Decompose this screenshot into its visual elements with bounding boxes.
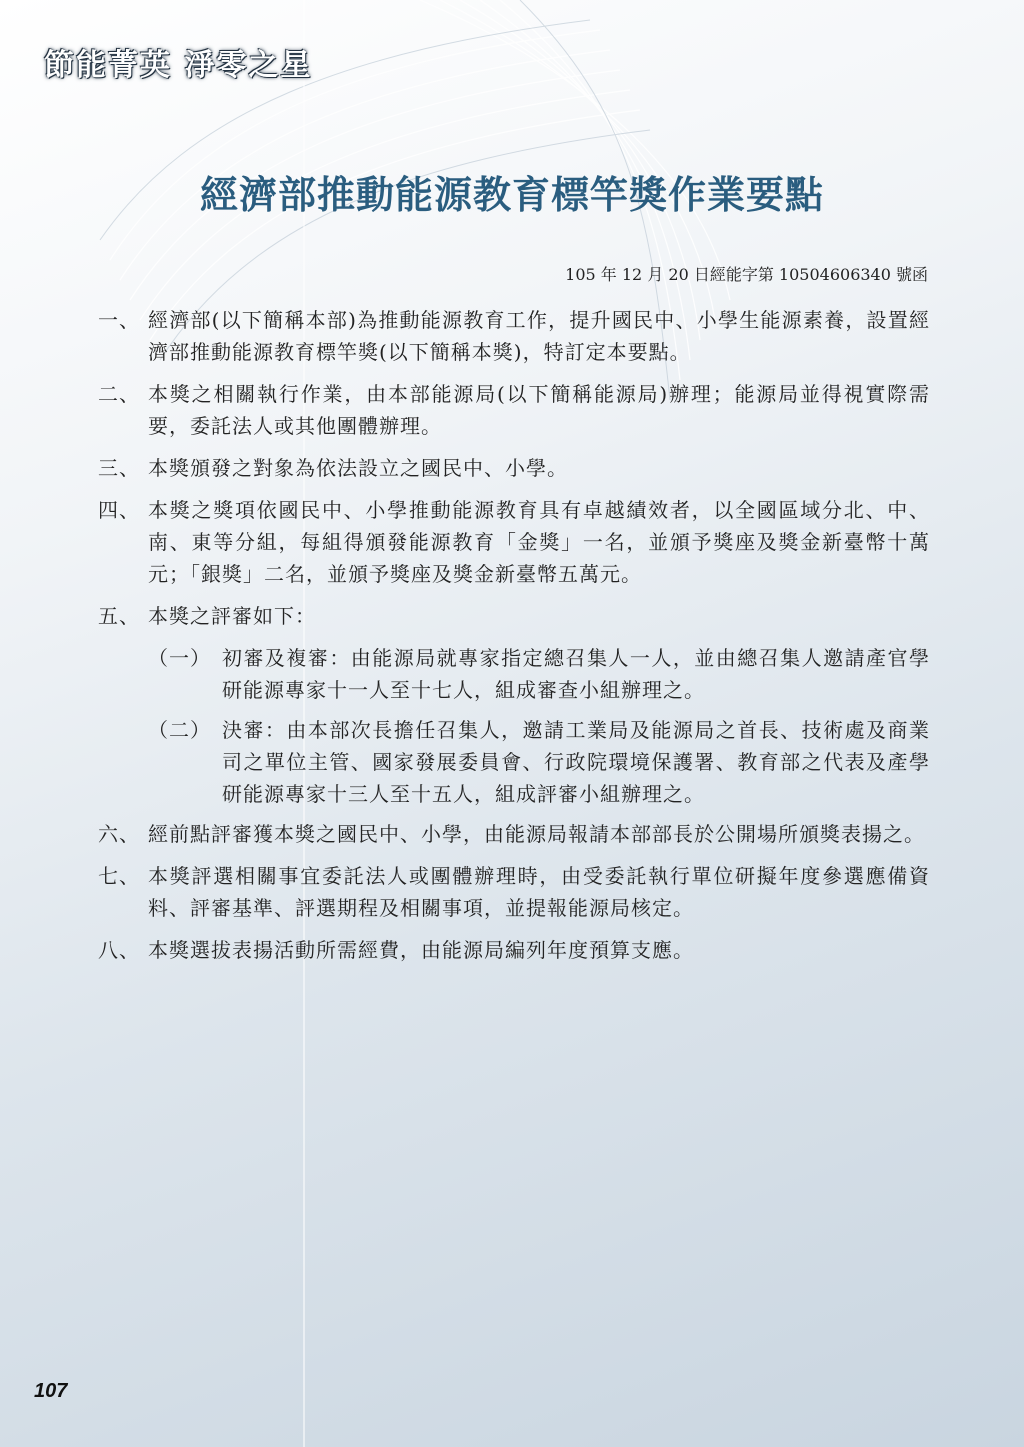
subclause-text: 初審及複審：由能源局就專家指定總召集人一人，並由總召集人邀請產官學研能源專家十一人至十七人，組成審查小組辦理之。 xyxy=(222,646,930,702)
clause-5 xyxy=(98,600,930,632)
clause-number: 三、 xyxy=(98,456,140,480)
clause-number: 七、 xyxy=(98,864,140,888)
clause-text: 經濟部(以下簡稱本部)為推動能源教育工作，提升國民中、小學生能源素養，設置經濟部推動能源教育標竿獎(以下簡稱本獎)，特訂定本要點。 xyxy=(148,308,930,364)
clause-number: 六、 xyxy=(98,822,140,846)
clause-number: 一、 xyxy=(98,308,140,332)
page-number: 107 xyxy=(34,1380,68,1402)
subclause-1 xyxy=(148,642,930,706)
clause-text: 本獎之評審如下： xyxy=(148,604,316,628)
subclause-number: （二） xyxy=(148,718,211,742)
document-title: 經濟部推動能源教育標竿獎作業要點 xyxy=(199,173,824,217)
clause-number: 二、 xyxy=(98,382,140,406)
clause-2 xyxy=(98,378,930,442)
document-reference: 105 年 12 月 20 日經能字第 10504606340 號函 xyxy=(565,265,928,284)
clause-number: 五、 xyxy=(98,604,140,628)
subclause-number: （一） xyxy=(148,646,211,670)
clause-text: 本獎選拔表揚活動所需經費，由能源局編列年度預算支應。 xyxy=(148,938,694,962)
subclause-text: 決審：由本部次長擔任召集人，邀請工業局及能源局之首長、技術處及商業司之單位主管、國家發展委員會、行政院環境保護署、教育部之代表及產學研能源專家十三人至十五人，組成評審小組辦理之。 xyxy=(222,718,930,806)
clause-6 xyxy=(98,818,930,850)
clause-text: 本獎頒發之對象為依法設立之國民中、小學。 xyxy=(148,456,568,480)
clause-number: 八、 xyxy=(98,938,140,962)
clause-text: 本獎評選相關事宜委託法人或團體辦理時，由受委託執行單位研擬年度參選應備資料、評審基準、評選期程及相關事項，並提報能源局核定。 xyxy=(148,864,930,920)
clause-7 xyxy=(98,860,930,924)
brand-logo-text: 節能菁英 淨零之星 xyxy=(44,48,313,83)
clause-text: 本獎之獎項依國民中、小學推動能源教育具有卓越績效者，以全國區域分北、中、南、東等分組，每組得頒發能源教育「金獎」一名，並頒予獎座及獎金新臺幣十萬元；「銀獎」二名，並頒予獎座及獎金新臺幣五萬元。 xyxy=(148,498,930,586)
clause-1 xyxy=(98,304,930,368)
clause-number: 四、 xyxy=(98,498,140,522)
clause-3 xyxy=(98,452,930,484)
clause-text: 本獎之相關執行作業，由本部能源局(以下簡稱能源局)辦理；能源局並得視實際需要，委託法人或其他團體辦理。 xyxy=(148,382,930,438)
clause-list xyxy=(98,304,930,976)
clause-8 xyxy=(98,934,930,966)
clause-text: 經前點評審獲本獎之國民中、小學，由能源局報請本部部長於公開場所頒獎表揚之。 xyxy=(148,822,925,846)
clause-4 xyxy=(98,494,930,590)
subclause-2 xyxy=(148,714,930,810)
